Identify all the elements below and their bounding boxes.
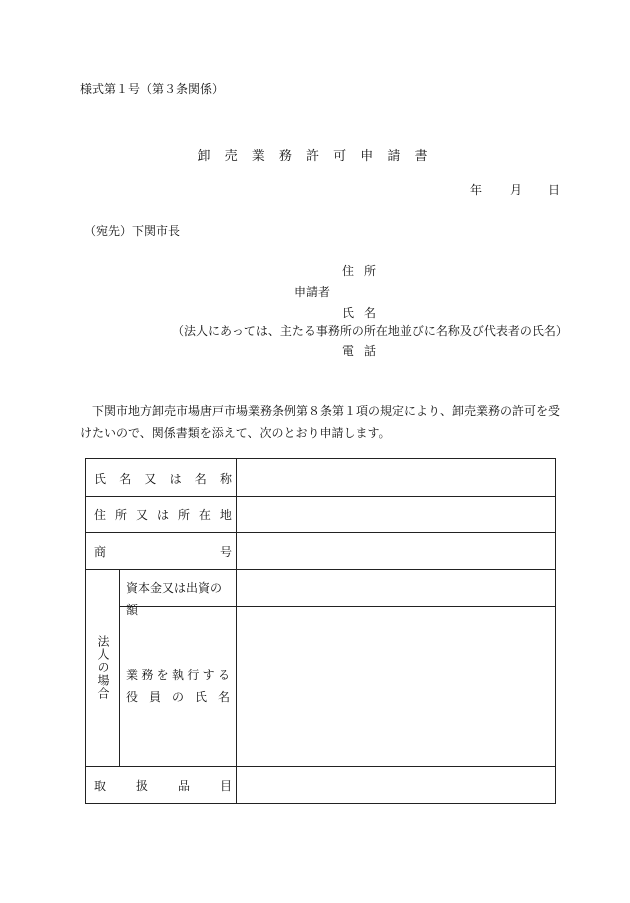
label-char: 品 xyxy=(177,778,190,793)
label-char: の xyxy=(171,690,184,704)
officers-label-line-2 xyxy=(126,686,230,708)
applicant-label: 申請者 xyxy=(294,285,331,299)
label-char: 員 xyxy=(148,690,161,704)
label-char: 業 xyxy=(126,668,139,682)
column-divider xyxy=(119,569,120,766)
label-char: は xyxy=(156,507,169,522)
date-month-label: 月 xyxy=(510,183,523,197)
form-number: 様式第１号（第３条関係） xyxy=(80,82,225,96)
telephone-label: 電話 xyxy=(342,344,387,358)
row-label-address xyxy=(94,503,232,525)
date-day-label: 日 xyxy=(548,183,561,197)
label-char: 名 xyxy=(119,471,132,486)
label-char: る xyxy=(217,668,230,682)
label-char: 氏 xyxy=(94,471,107,486)
label-char: 称 xyxy=(219,471,232,486)
label-char: を xyxy=(156,668,169,682)
label-char: 執 xyxy=(171,668,184,682)
label-char: 扱 xyxy=(135,778,148,793)
label-char: 地 xyxy=(219,507,232,522)
row-label-name xyxy=(94,467,232,489)
label-char: 号 xyxy=(219,544,232,559)
label-char: 取 xyxy=(94,778,107,793)
label-char: 務 xyxy=(141,668,154,682)
handled-items-value-cell[interactable] xyxy=(238,767,554,802)
address-value-cell[interactable] xyxy=(238,497,554,531)
row-label-capital: 資本金又は出資の額 xyxy=(126,581,223,617)
officers-label-line-1 xyxy=(126,664,230,686)
name-value-cell[interactable] xyxy=(238,460,554,495)
label-char: す xyxy=(202,668,215,682)
row-label-trade-name xyxy=(94,540,232,562)
label-char: 行 xyxy=(187,668,200,682)
application-statement: 下関市地方卸売市場唐戸市場業務条例第８条第１項の規定により、卸売業務の許可を受けたいので、関係書類を添えて、次のとおり申請します。 xyxy=(80,404,561,440)
label-char: 氏 xyxy=(194,690,207,704)
addressee: （宛先）下関市長 xyxy=(84,224,181,238)
label-char: 住 xyxy=(94,507,107,522)
label-char: 在 xyxy=(198,507,211,522)
corporation-group-label: 法人の場合 xyxy=(96,635,110,700)
label-char: 所 xyxy=(114,507,127,522)
label-char: 名 xyxy=(217,690,230,704)
capital-value-cell[interactable] xyxy=(238,570,554,605)
label-char: 目 xyxy=(219,778,232,793)
application-table xyxy=(85,458,556,804)
row-label-officers xyxy=(126,664,230,708)
corporation-note: （法人にあっては、主たる事務所の所在地並びに名称及び代表者の氏名） xyxy=(172,324,568,338)
label-char: 所 xyxy=(177,507,190,522)
label-char: 又 xyxy=(144,471,157,486)
row-label-handled-items xyxy=(94,774,232,796)
label-char: 役 xyxy=(126,690,139,704)
officers-value-cell[interactable] xyxy=(238,607,554,765)
name-label: 氏名 xyxy=(342,306,387,320)
address-label: 住所 xyxy=(342,264,387,278)
trade-name-value-cell[interactable] xyxy=(238,533,554,568)
date-year-label: 年 xyxy=(470,183,483,197)
column-divider xyxy=(236,459,237,803)
label-char: 名 xyxy=(194,471,207,486)
label-char: 又 xyxy=(135,507,148,522)
label-char: 商 xyxy=(94,544,107,559)
date-line xyxy=(470,181,560,198)
label-char: は xyxy=(169,471,182,486)
document-title: 卸 売 業 務 許 可 申 請 書 xyxy=(197,149,433,164)
